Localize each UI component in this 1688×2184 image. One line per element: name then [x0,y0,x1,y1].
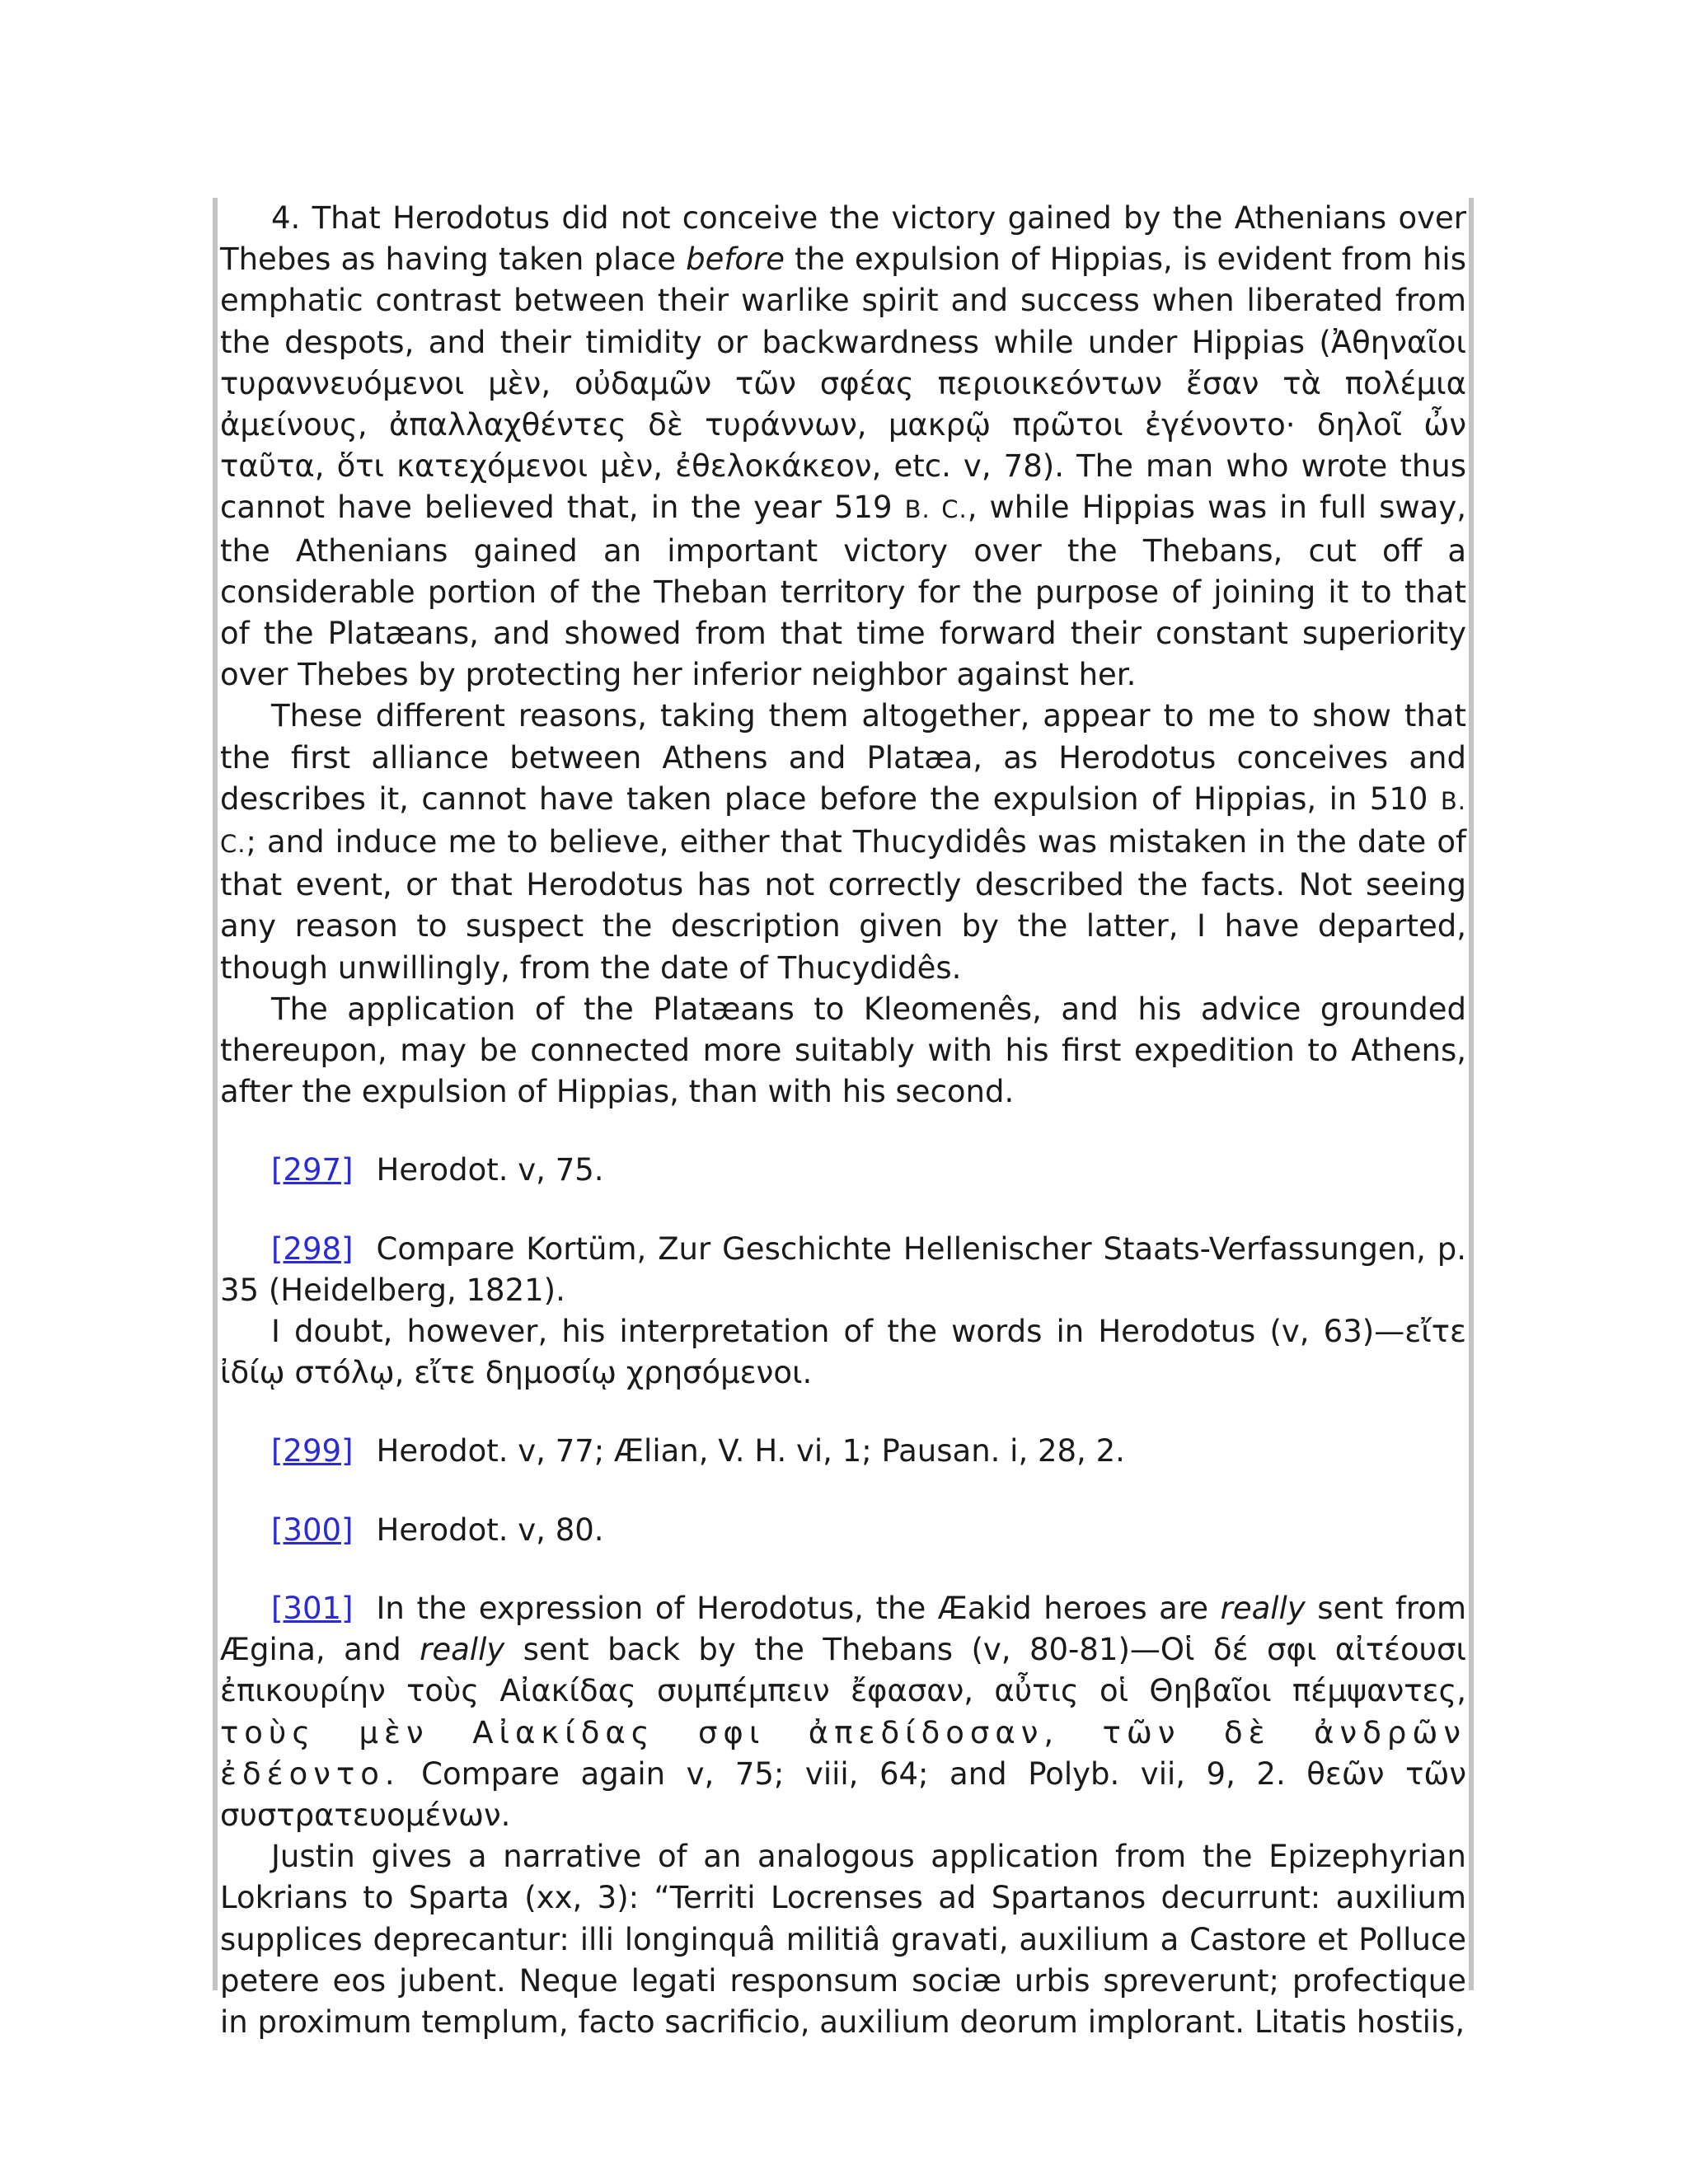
footnote-ref-300[interactable]: [300] [271,1511,354,1548]
footnote-298-continuation: I doubt, however, his interpretation of the words in Herodotus (v, 63)—εἴτε ἰδίῳ στόλῳ, εἴτε δημοσίῳ χρησόμενοι. [220,1314,1466,1391]
body-paragraph: The application of the Platæans to Kleomenês, and his advice grounded thereupon, may be connected more suitably with his first expedition to Athens, after the expulsion of Hippias, than with his second. [220,991,1466,1110]
footnote-text: Herodot. v, 75. [376,1152,604,1188]
footnote-text: Herodot. v, 77; Ælian, V. H. vi, 1; Pausan. i, 28, 2. [376,1433,1125,1469]
emphasis-text: before [686,241,785,278]
spaced-greek-text: τοὺς μὲν Αἰακίδας σφι ἀπεδίδοσαν, τῶν δὲ ἀνδρῶν ἐδέοντο. [220,1714,1466,1792]
text-run: These different reasons, taking them altogether, appear to me to show that the first alliance between Athens and Platæa, as Herodotus conceives and describes it, cannot have taken place before the expulsion of Hippias, in 510 [220,698,1466,817]
footnote-text: sent from Ægina, and [220,1590,1466,1668]
text-run: the expulsion of Hippias, is evident from his emphatic contrast between their warlike spirit and success when liberated from the despots, and their timidity or backwardness while under Hippias (Ἀθηναῖοι τυραννευόμενοι μὲν, οὐδαμῶν τῶν σφέας περιοικεόντων ἔσαν τὰ πολέμια ἀμείνους, ἀπαλλαχθέντες δὲ τυράννων, μακρῷ πρῶτοι ἐγένοντο· δηλοῖ ὦν ταῦτα, ὅτι κατεχόμενοι μὲν, ἐθελοκάκεον, etc. v, 78). The man who wrote thus cannot have believed that, in the year 519 [220,241,1466,526]
text-run: , while Hippias was in full sway, the Athenians gained an important victory over the Thebans, cut off a considerable portion of the Theban territory for the purpose of joining it to that of the Platæans, and showed from that time forward their constant superiority over Thebes by protecting her inferior neighbor against her. [220,490,1467,693]
text-run: ; and induce me to believe, either that Thucydidês was mistaken in the date of that event, or that Herodotus has not correctly described the facts. Not seeing any reason to suspect the description given by the latter, I have departed, though unwillingly, from the date of Thucydidês. [220,824,1466,986]
text-run: 4. That Herodotus did not conceive the victory gained by the Athenians over Thebes as having taken place [220,200,1466,278]
emphasis-text: really [1220,1590,1306,1626]
era-abbreviation: B. C. [904,495,968,524]
body-paragraph [220,696,1466,988]
footnote-298 [220,1229,1466,1311]
footnote-text: Compare Kortüm, Zur Geschichte Hellenischer Staats-Verfassungen, p. 35 (Heidelberg, 1821). [220,1230,1466,1308]
footnote-300 [220,1510,1466,1551]
footnote-ref-298[interactable]: [298] [271,1230,354,1267]
era-abbreviation: B. C. [220,786,1466,859]
body-paragraph [220,198,1466,696]
footnote-text: Herodot. v, 80. [376,1511,604,1548]
footnote-297 [220,1150,1466,1191]
emphasis-text: really [420,1632,505,1668]
page-content [213,198,1474,2040]
footnote-299 [220,1431,1466,1472]
footnote-ref-297[interactable]: [297] [271,1152,354,1188]
footnote-301-continuation: Justin gives a narrative of an analogous application from the Epizephyrian Lokrians to Sparta (xx, 3): “Territi Locrenses ad Spartanos decurrunt: auxilium supplices deprecantur: illi longinquâ militiâ gravati, auxilium a Castore et Polluce petere eos jubent. Neque legati responsum sociæ urbis spreverunt; profectique in proximum templum, facto sacrificio, auxilium deorum implorant. Litatis hostiis, [220,1839,1466,2040]
footnote-301 [220,1588,1466,1836]
footnote-text: sent back by the Thebans (v, 80-81)—Οἱ δέ σφι αἰτέουσι ἐπικουρίην τοὺς Αἰακίδας συμπέμπειν ἔφασαν, αὖτις οἱ Θηβαῖοι πέμψαντες, [220,1632,1467,1709]
footnote-ref-301[interactable]: [301] [271,1590,354,1626]
footnote-ref-299[interactable]: [299] [271,1433,354,1469]
footnote-text: In the expression of Herodotus, the Æakid heroes are [376,1590,1221,1626]
footnote-text: Compare again v, 75; viii, 64; and Polyb. vii, 9, 2. θεῶν τῶν συστρατευομένων. [220,1755,1466,1833]
